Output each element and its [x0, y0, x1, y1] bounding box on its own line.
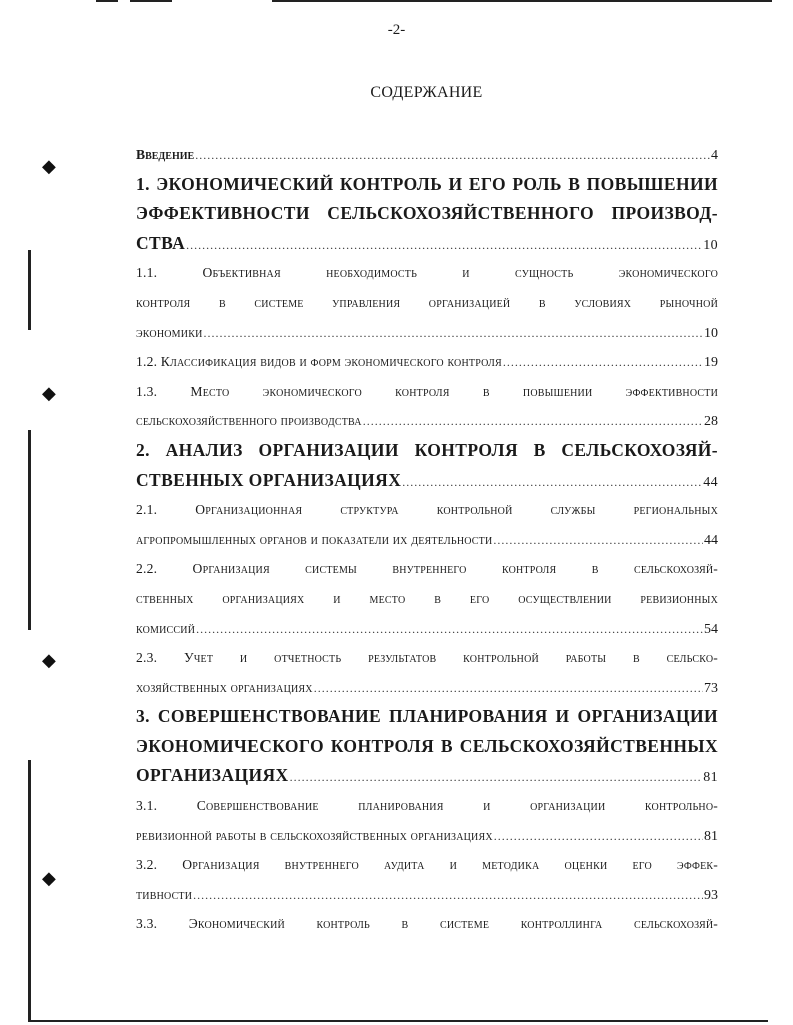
toc-page-number: 93	[704, 887, 718, 903]
dot-leader	[402, 468, 702, 498]
toc-entry	[136, 614, 718, 644]
dot-leader	[494, 822, 703, 852]
toc-entry-text: 2.2. Организация системы внутреннего контроля в сельскохозяй-	[136, 561, 718, 577]
toc-entry-text: экономики	[136, 324, 203, 340]
toc-entry	[136, 436, 718, 466]
punch-mark-icon: ◆	[42, 383, 56, 404]
dot-leader	[196, 615, 703, 645]
toc-entry-text: ревизионной работы в сельскохозяйственных организациях	[136, 827, 493, 843]
toc-entry	[136, 791, 718, 821]
toc-entry	[136, 347, 718, 377]
toc-entry-text: Введение	[136, 147, 195, 162]
toc-entry-text: 3.1. Совершенствование планирования и организации контрольно-	[136, 798, 718, 814]
scan-edge-top	[272, 0, 772, 2]
toc-entry-text: ОРГАНИЗАЦИЯХ	[136, 765, 289, 786]
toc-entry	[136, 495, 718, 525]
toc-entry-text: тивности	[136, 886, 193, 902]
toc-page-number: 10	[703, 237, 718, 253]
toc-entry	[136, 702, 718, 732]
toc-page-number: 28	[704, 414, 718, 430]
toc-entry-text: СТВЕННЫХ ОРГАНИЗАЦИЯХ	[136, 469, 402, 490]
punch-mark-icon: ◆	[42, 868, 56, 889]
toc-entry	[136, 732, 718, 762]
toc-entry	[136, 880, 718, 910]
toc-page-number: 54	[704, 621, 718, 637]
toc-entry-text: 2.3. Учет и отчетность результатов контрольной работы в сельско-	[136, 650, 718, 666]
scan-edge-left	[28, 250, 31, 330]
dot-leader	[204, 319, 704, 349]
punch-mark-icon: ◆	[42, 650, 56, 671]
toc-entry	[136, 525, 718, 555]
toc-entry	[136, 466, 718, 496]
scan-edge-top	[96, 0, 118, 2]
dot-leader	[186, 231, 702, 261]
scan-edge-top	[130, 0, 172, 2]
toc-entry-text: 1.3. Место экономического контроля в повышении эффективности	[136, 383, 718, 399]
dot-leader	[195, 141, 710, 171]
toc-entry-text: 1.1. Объективная необходимость и сущность экономического	[136, 265, 718, 281]
toc-entry-text: комиссий	[136, 620, 196, 636]
toc-entry	[136, 673, 718, 703]
toc-page-number: 81	[703, 770, 718, 786]
toc-entry-text: хозяйственных организациях	[136, 679, 313, 695]
toc-entry	[136, 821, 718, 851]
toc-entry-text: ЭКОНОМИЧЕСКОГО КОНТРОЛЯ В СЕЛЬСКОХОЗЯЙСТВЕННЫХ	[136, 735, 718, 756]
page-number: -2-	[387, 22, 406, 38]
toc-entry	[136, 909, 718, 939]
dot-leader	[314, 674, 703, 704]
toc-page-number: 81	[704, 828, 718, 844]
toc-page-number: 4	[711, 148, 718, 163]
toc-entry	[136, 643, 718, 673]
dot-leader	[363, 407, 703, 437]
punch-mark-icon: ◆	[42, 156, 56, 177]
toc-entry	[136, 288, 718, 318]
toc-entry-text: 2. АНАЛИЗ ОРГАНИЗАЦИИ КОНТРОЛЯ В СЕЛЬСКОХОЗЯЙ-	[136, 439, 718, 460]
dot-leader	[290, 763, 703, 793]
toc-entry	[136, 761, 718, 791]
toc-entry-text: 3.3. Экономический контроль в системе контроллинга сельскохозяй-	[136, 916, 718, 932]
toc-entry	[136, 554, 718, 584]
toc-page-number: 73	[704, 680, 718, 696]
toc-entry	[136, 199, 718, 229]
toc-entry	[136, 377, 718, 407]
toc-entry-text: 2.1. Организационная структура контрольной службы региональных	[136, 502, 718, 518]
scan-edge-left	[28, 430, 31, 630]
toc-page-number: 19	[704, 355, 718, 371]
toc-entry	[136, 170, 718, 200]
toc-entry-text: контроля в системе управления организацией в условиях рыночной	[136, 294, 718, 310]
toc-entry	[136, 406, 718, 436]
toc-entry	[136, 850, 718, 880]
scan-edge-bottom	[28, 1020, 768, 1022]
toc-entry-text: СТВА	[136, 232, 186, 253]
toc-entry-text: сельскохозяйственного производства	[136, 413, 362, 429]
toc-entry-text: 1.2. Классификация видов и форм экономического контроля	[136, 354, 502, 370]
toc-entry	[136, 318, 718, 348]
dot-leader	[493, 526, 703, 556]
toc-entry-text: 3. СОВЕРШЕНСТВОВАНИЕ ПЛАНИРОВАНИЯ И ОРГАНИЗАЦИИ	[136, 706, 718, 727]
scan-edge-left	[28, 760, 31, 1020]
toc-entry-text: 1. ЭКОНОМИЧЕСКИЙ КОНТРОЛЬ И ЕГО РОЛЬ В ПОВЫШЕНИИ	[136, 173, 718, 194]
dot-leader	[503, 348, 703, 378]
toc-heading: СОДЕРЖАНИЕ	[370, 84, 483, 101]
dot-leader	[193, 881, 703, 911]
toc-entry	[136, 258, 718, 288]
toc-page-number: 44	[704, 532, 718, 548]
toc-entry	[136, 229, 718, 259]
toc-entry-text: 3.2. Организация внутреннего аудита и методика оценки его эффек-	[136, 857, 718, 873]
table-of-contents	[136, 140, 718, 939]
toc-entry	[136, 140, 718, 170]
toc-entry-text: ственных организациях и место в его осуществлении ревизионных	[136, 590, 718, 606]
toc-entry-text: агропромышленных органов и показатели их деятельности	[136, 531, 493, 547]
toc-entry-text: ЭФФЕКТИВНОСТИ СЕЛЬСКОХОЗЯЙСТВЕННОГО ПРОИЗВОД-	[136, 203, 718, 224]
toc-page-number: 10	[704, 325, 718, 341]
toc-entry	[136, 584, 718, 614]
toc-page-number: 44	[703, 474, 718, 490]
